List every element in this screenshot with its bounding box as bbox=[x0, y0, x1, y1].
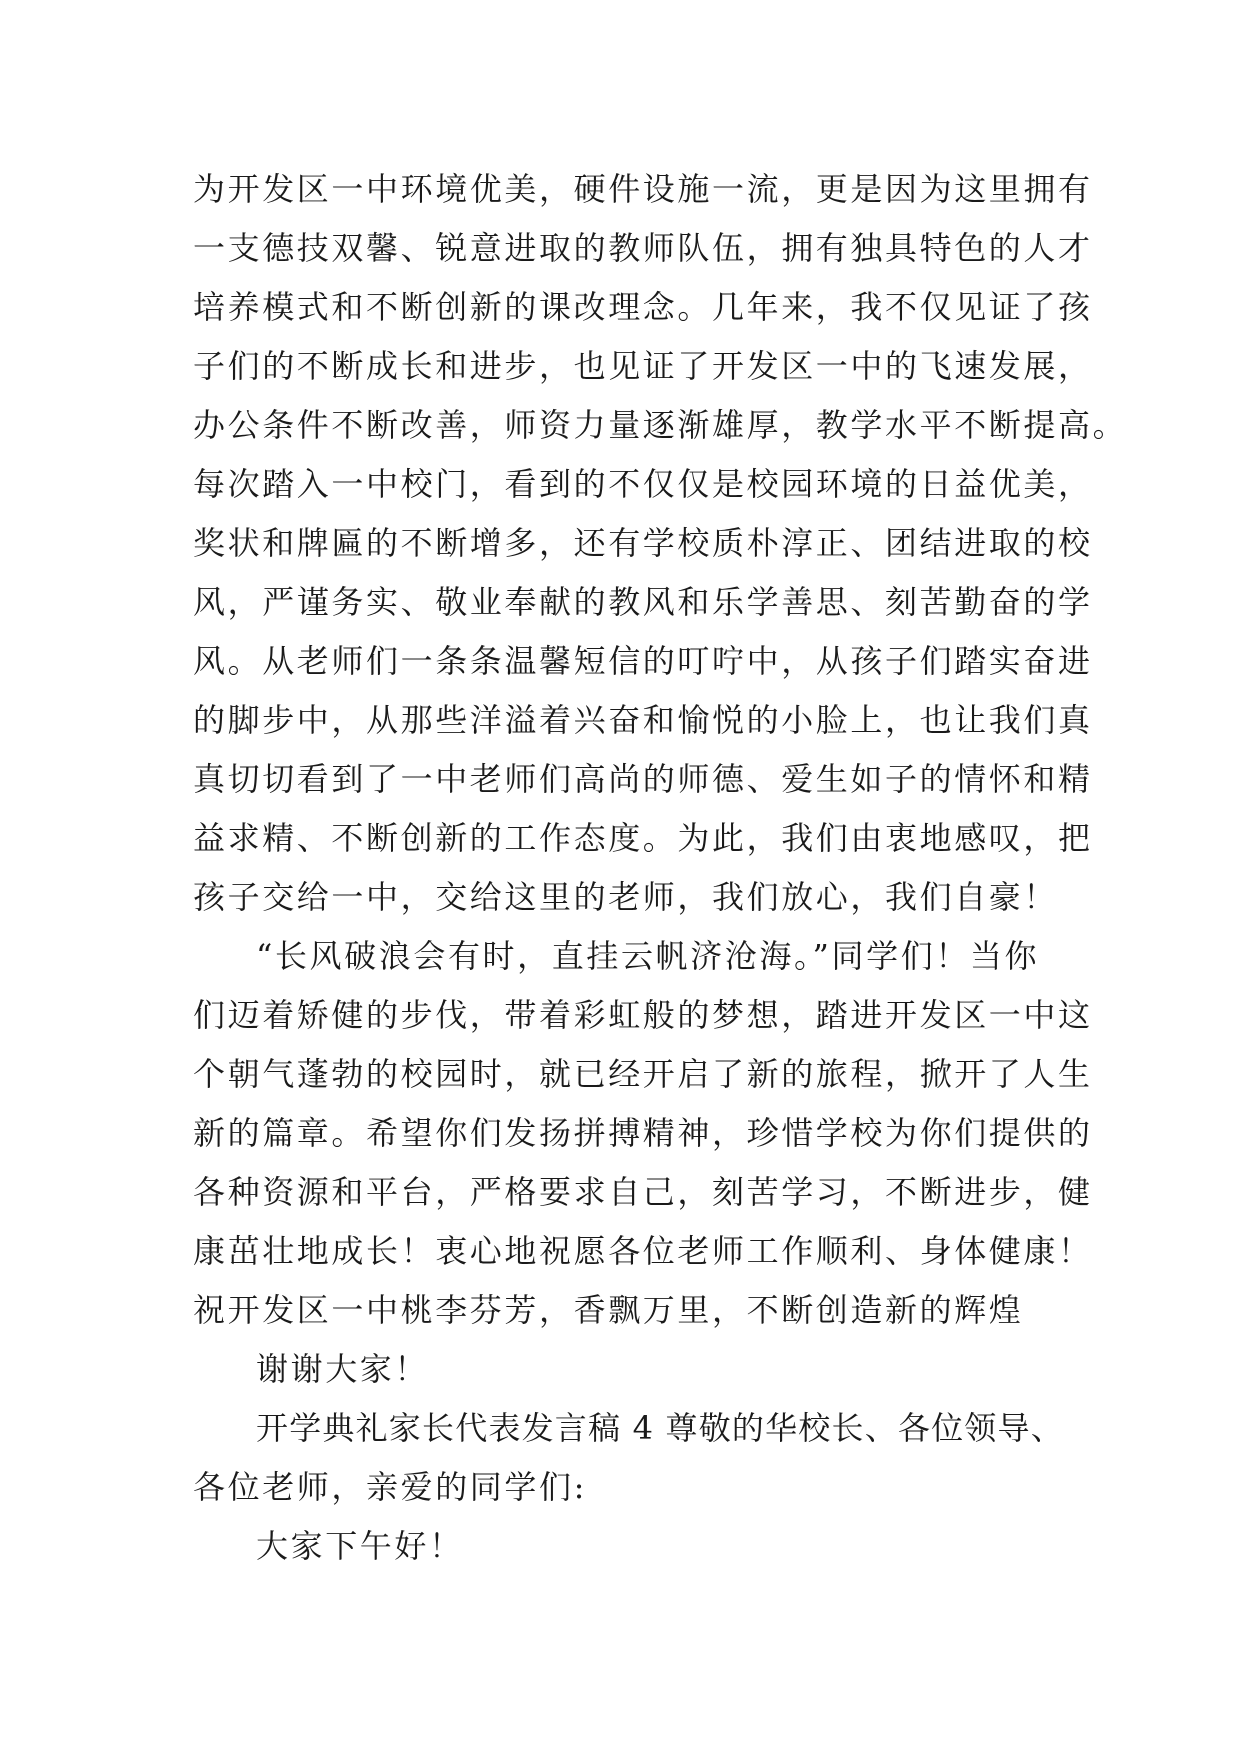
text-line: 子们的不断成长和进步，也见证了开发区一中的飞速发展， bbox=[193, 347, 1093, 385]
text-line: 祝开发区一中桃李芬芳，香飘万里，不断创造新的辉煌 bbox=[193, 1291, 1024, 1329]
next-speech-title-line: 开学典礼家长代表发言稿 4 尊敬的华校长、各位领导、 bbox=[256, 1409, 1064, 1447]
thanks-line: 谢谢大家！ bbox=[256, 1350, 430, 1388]
text-line: 培养模式和不断创新的课改理念。几年来，我不仅见证了孩 bbox=[193, 288, 1093, 326]
text-line: 们迈着矫健的步伐，带着彩虹般的梦想，踏进开发区一中这 bbox=[193, 996, 1093, 1034]
salutation-line: 各位老师，亲爱的同学们: bbox=[193, 1468, 587, 1506]
text-line: 益求精、不断创新的工作态度。为此，我们由衷地感叹，把 bbox=[193, 819, 1093, 857]
text-line: 风。从老师们一条条温馨短信的叮咛中，从孩子们踏实奋进 bbox=[193, 642, 1093, 680]
paragraph-first-line: “长风破浪会有时，直挂云帆济沧海。”同学们！当你 bbox=[256, 937, 1040, 975]
text-line: 孩子交给一中，交给这里的老师，我们放心，我们自豪！ bbox=[193, 878, 1059, 916]
text-line: 每次踏入一中校门，看到的不仅仅是校园环境的日益优美， bbox=[193, 465, 1093, 503]
text-line: 风，严谨务实、敬业奉献的教风和乐学善思、刻苦勤奋的学 bbox=[193, 583, 1093, 621]
text-line: 为开发区一中环境优美，硬件设施一流，更是因为这里拥有 bbox=[193, 170, 1093, 208]
text-line: 各种资源和平台，严格要求自己，刻苦学习，不断进步，健 bbox=[193, 1173, 1093, 1211]
text-line: 一支德技双馨、锐意进取的教师队伍，拥有独具特色的人才 bbox=[193, 229, 1093, 267]
text-line: 奖状和牌匾的不断增多，还有学校质朴淳正、团结进取的校 bbox=[193, 524, 1093, 562]
text-line: 的脚步中，从那些洋溢着兴奋和愉悦的小脸上，也让我们真 bbox=[193, 701, 1093, 739]
text-line: 办公条件不断改善，师资力量逐渐雄厚，教学水平不断提高。 bbox=[193, 406, 1128, 444]
speech-text bbox=[193, 160, 1128, 1576]
text-line: 真切切看到了一中老师们高尚的师德、爱生如子的情怀和精 bbox=[193, 760, 1093, 798]
greeting-line: 大家下午好！ bbox=[256, 1527, 464, 1565]
text-line: 个朝气蓬勃的校园时，就已经开启了新的旅程，掀开了人生 bbox=[193, 1055, 1093, 1093]
text-line: 康茁壮地成长！衷心地祝愿各位老师工作顺利、身体健康！ bbox=[193, 1232, 1093, 1270]
text-line: 新的篇章。希望你们发扬拼搏精神，珍惜学校为你们提供的 bbox=[193, 1114, 1093, 1152]
